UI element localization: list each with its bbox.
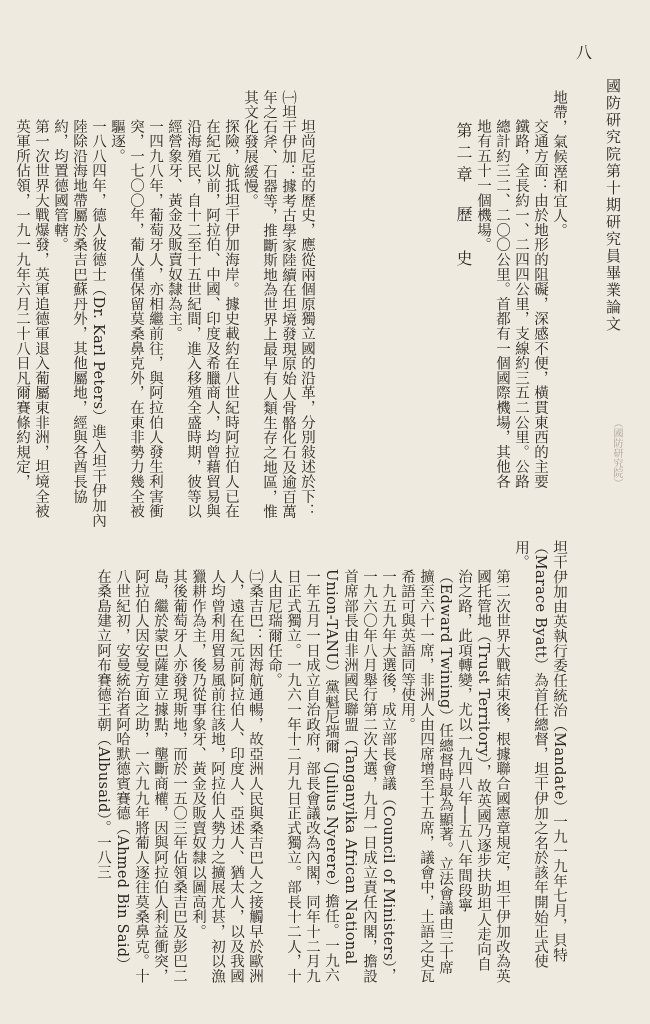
paragraph: 探險，航抵坦干伊加海岸。據史載約在八世紀時阿拉伯人已在在紀元以前，阿拉伯、中國、印度及希臘商人，均曾藉貿易與沿海殖民，自十二至十五世紀間，進入移殖全盛時期，彼等以經營象牙、黃金及販賣奴隸為主。 <box>166 119 239 519</box>
paragraph: 第一次世界大戰爆發，英軍追德軍退入葡屬東非洲，坦境全被英軍所佔領，一九一九年六月二十八日凡爾賽條約規定， <box>14 119 49 519</box>
chapter-title: 歷 史 <box>454 206 473 272</box>
paragraph: 其後葡萄牙人亦發現斯地，而於一五〇三年佔領桑吉巴及彭巴二島，繼於蒙巴薩建立據點，壟斷商權，因與阿拉伯人利益衝突，阿拉伯人因安曼方面之助，一六九九年將葡人逐往莫桑鼻克。十八世紀初，安曼統治者阿哈默德賓賽德（Ahmed Bin Said）在桑島建立阿布賽德王朝（Albusaid）。一八三 <box>95 569 187 984</box>
paragraph: 第二次世界大戰結束後，根據聯合國憲章規定，坦干伊加改為英國托管地（Trust Territory），故英國乃逐步扶助坦人走向自治之路，此項轉變，尤以一九四八年──五八年間段寧（Edward Twining）任總督時最為顯著。立法會議由三十席擴至六十一席，非洲人由四席增至十五席，議會中，土語之史瓦希語可與英語同等使用。 <box>399 569 510 984</box>
history-section <box>14 90 316 530</box>
paragraph: ㈡桑吉巴：因海航通暢，故亞洲人民與桑吉巴人之接觸早於歐洲人，遠在紀元前阿拉伯人、印度人、亞述人、猶太人，以及我國人均曾利用貿易風前往該地，阿拉伯人勢力之擴展尤甚，初以漁獵耕作為主，後乃從事象牙、黃金及販賣奴隸以圖高利。 <box>190 569 263 984</box>
history-continued-section <box>56 540 568 985</box>
paragraph: 地帶，氣候溼和宜人。 <box>551 90 567 238</box>
geography-section <box>348 90 568 490</box>
paragraph: 一九五九年大選後，成立部長會議（Council of Ministers），一九六〇年八月舉行第二次大選，九月一日成立責任內閣，擔設首席部長由非洲國民聯盟（Tanganyika African National Union-TANU）黨魁尼瑞爾（Julius Nyerere）擔任。一九六一年五月一日成立自治政府，部長會議改為內閣，同年十二月九日正式獨立。一九六一年十二月九日正式獨立。部長十二人，十人由尼瑞爾任命。 <box>266 569 396 984</box>
page-number: 八 <box>575 43 592 62</box>
paragraph: 坦干伊加由英執行委任統治（Mandate）一九一九年七月，貝特（Marace Byatt）為首任總督，坦干伊加之名於該年開始正式使用。 <box>513 540 567 969</box>
paragraph: 一四九八年，葡萄牙人，亦相繼前往，與阿拉伯人發生利害衝突，一七〇〇年，葡人僅保留莫桑鼻克外，在東非勢力幾全被驅逐。 <box>109 119 163 519</box>
library-stamp: （國防研究院） <box>611 418 622 488</box>
chapter-heading <box>454 90 473 490</box>
running-head: 國防研究院第十期研究員畢業論文 <box>604 78 622 333</box>
paragraph: 交通方面：由於地形的阻礙，深感不便，橫貫東西的主要鐵路，全長約一、二四四公里，支線約三五二公里。公路總計約三二、二〇〇公里。首都有一個國際機場，其他各地有五十一個機場。 <box>475 119 548 489</box>
paragraph: 一八八四年，德人彼德士（Dr. Karl Peters）進入坦干伊加內陸除沿海地帶屬於桑吉巴蘇丹外，其他屬地，經與各酋長協約，均置德國管轄。 <box>52 119 106 528</box>
paragraph: ㈠坦干伊加：據考古學家陸續在坦境發現原始人骨骼化石及逾百萬年之石斧、石器等，推斷斯地為世界上最早有人類生存之地區，惟其文化發展緩慢。 <box>242 90 296 520</box>
chapter-number: 第二章 <box>454 122 473 188</box>
paragraph: 坦尚尼亞的歷史，應從兩個原獨立國的沿革，分別敍述於下： <box>299 119 315 519</box>
